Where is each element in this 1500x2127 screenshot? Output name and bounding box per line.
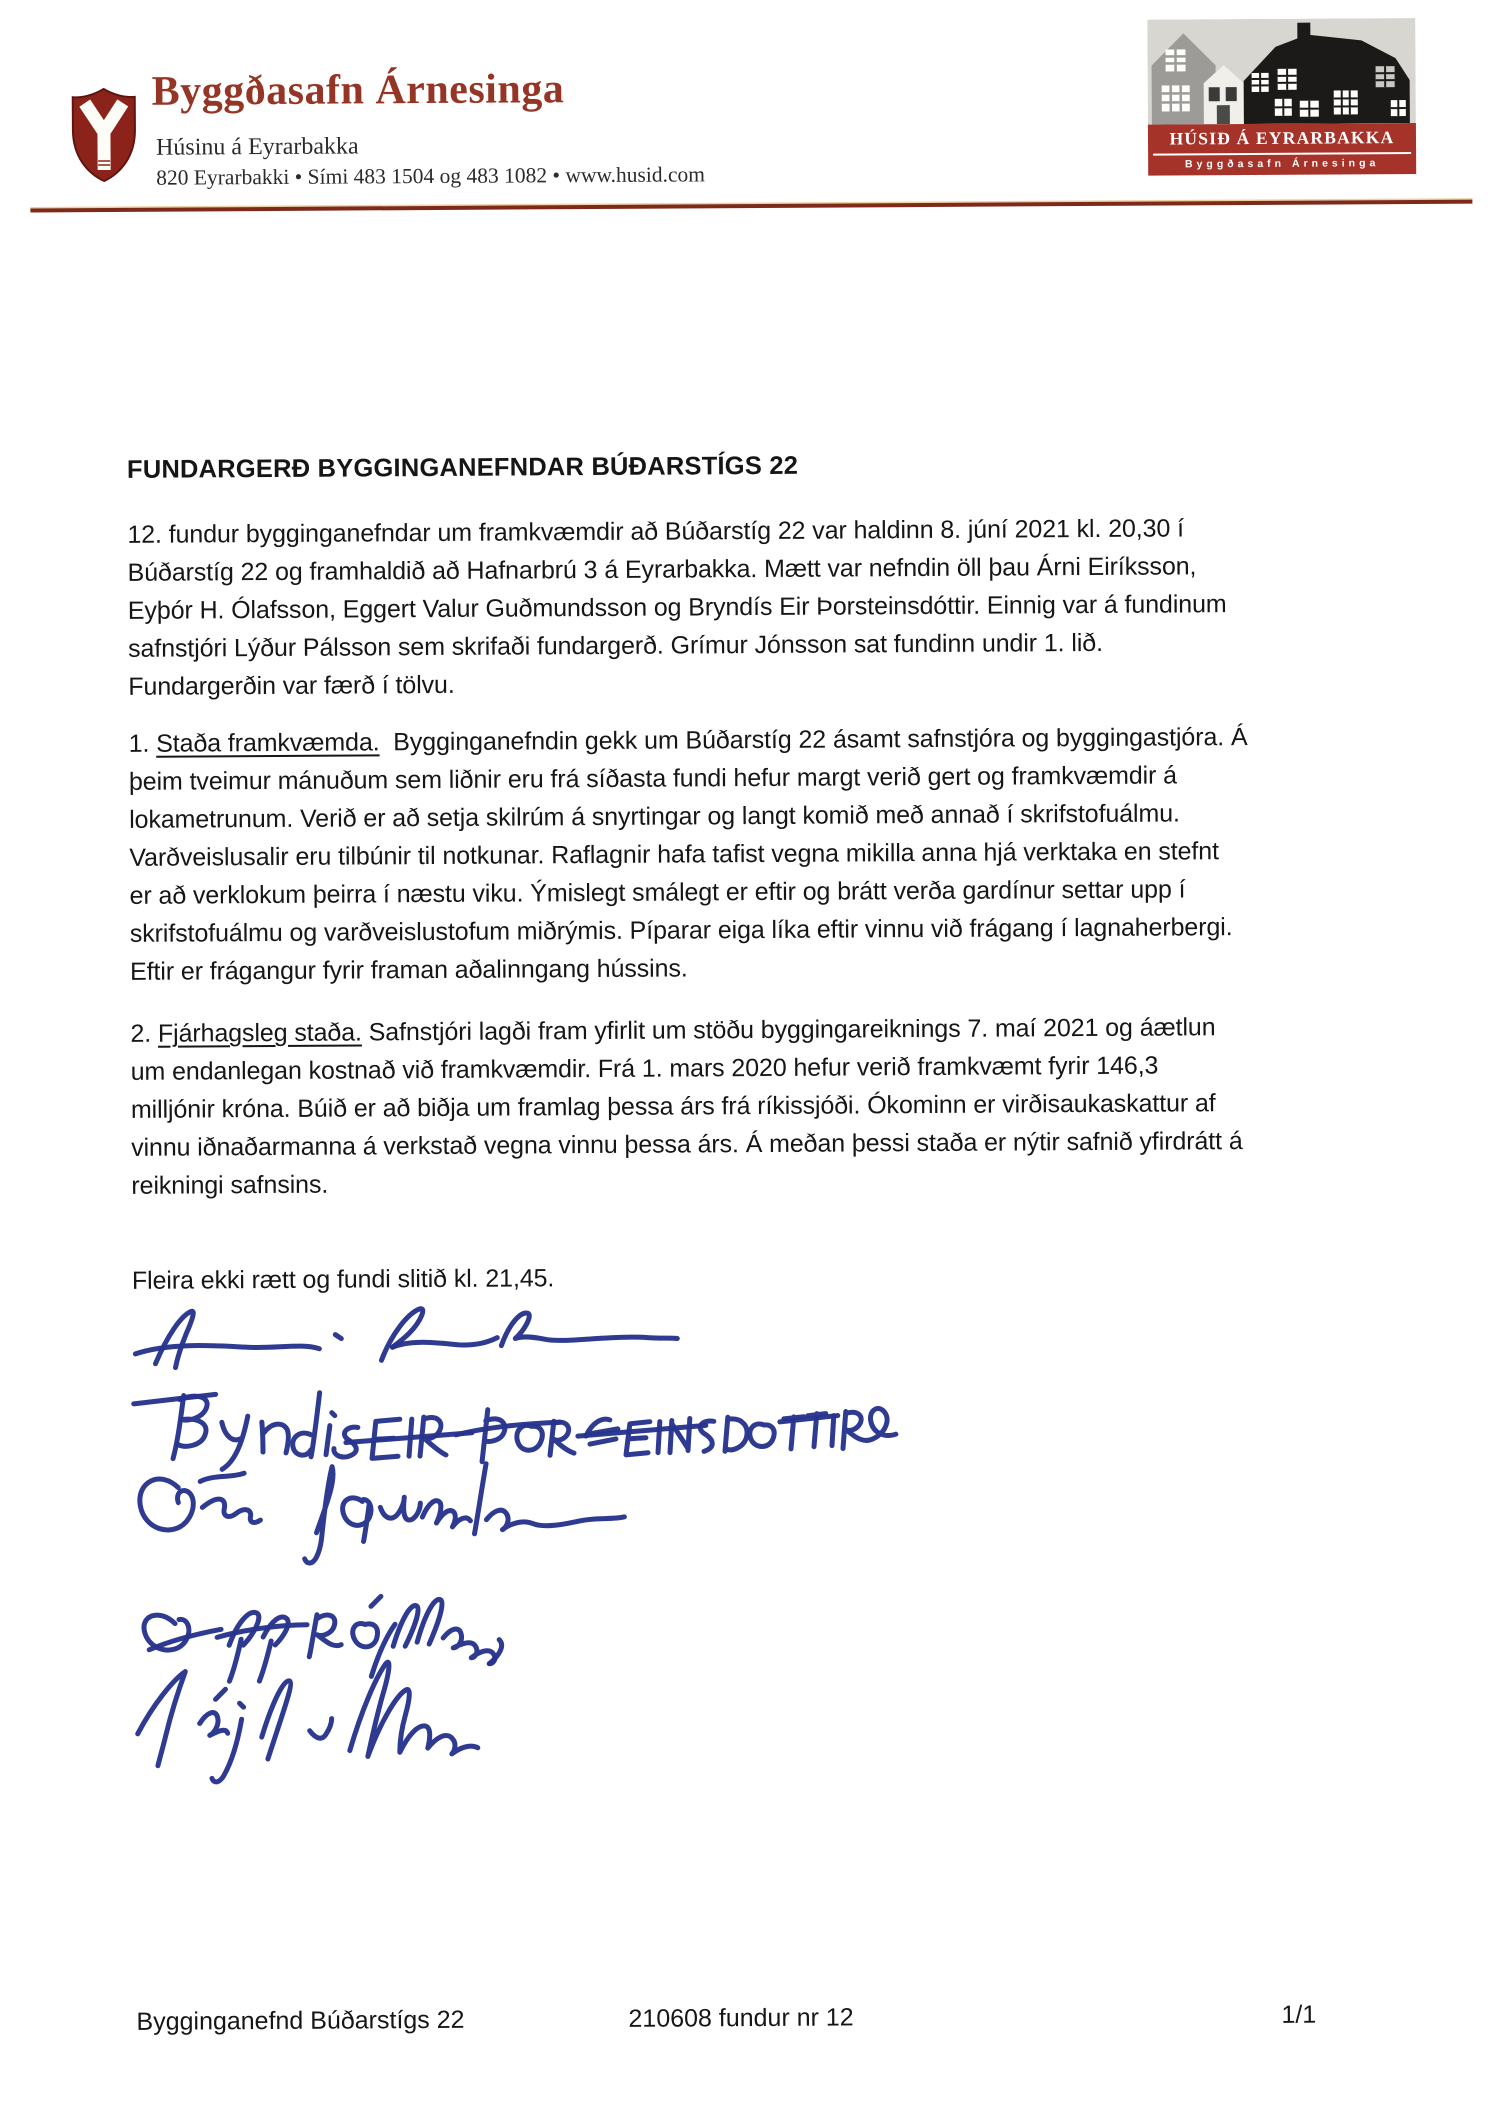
text-line: milljónir króna. Búið er að biðja um framlag þessa árs frá ríkissjóði. Ókominn er virðisaukaskattur af — [130, 1089, 1216, 1124]
footer-page-number: 1/1 — [1281, 2000, 1317, 2029]
organization-name: Byggðasafn Árnesinga — [151, 66, 565, 115]
text-line: Varðveislusalir eru tilbúnir til notkunar. Raflagnir hafa tafist vegna mikilla anna hjá verktaka en stefnt — [129, 837, 1219, 872]
text-line: Eftir er frágangur fyrir framan aðalinngang hússins. — [129, 954, 688, 986]
section-1-lines — [129, 755, 1460, 991]
museum-shield-logo — [70, 86, 139, 184]
badge-banner — [1148, 123, 1416, 176]
header-divider — [30, 200, 1472, 213]
footer-committee-name: Bygginganefnd Búðarstígs 22 — [136, 2005, 465, 2036]
intro-paragraph — [127, 508, 1458, 706]
closing-line: Fleira ekki rætt og fundi slitið kl. 21,45. — [131, 1264, 555, 1295]
text-line: skrifstofuálmu og varðveislustofum miðrýmis. Píparar eiga líka eftir vinnu við frágang í lagnaherbergi. — [129, 913, 1233, 948]
document-title: FUNDARGERÐ BYGGINGANEFNDAR BÚÐARSTÍGS 22 — [126, 451, 799, 484]
text-line: Eyþór H. Ólafsson, Eggert Valur Guðmundsson og Bryndís Eir Þorsteinsdóttir. Einnig var á fundinum — [127, 590, 1227, 625]
husid-badge — [1147, 18, 1416, 176]
signature-block — [119, 1291, 912, 1796]
section-1-heading: Staða framkvæmda. — [156, 728, 380, 758]
section-2-heading: Fjárhagsleg staða. — [157, 1018, 362, 1048]
signature-lydur-palsson — [137, 1624, 478, 1783]
text-line: Búðarstíg 22 og framhaldið að Hafnarbrú 3 á Eyrarbakka. Mætt var nefndin öll þau Árni Eiríksson, — [127, 552, 1197, 587]
section-2-paragraph — [130, 1007, 1461, 1205]
section-2-lines — [131, 1045, 1462, 1205]
houses-illustration — [1147, 18, 1416, 125]
signature-eythor-olafsson — [144, 1596, 502, 1682]
text-line: 12. fundur bygginganefndar um framkvæmdir að Búðarstíg 22 var haldinn 8. júní 2021 kl. 20,30 í — [127, 514, 1184, 549]
badge-subtitle: Byggðasafn Árnesinga — [1184, 157, 1380, 171]
letterhead — [0, 0, 1499, 190]
text-line: safnstjóri Lýður Pálsson sem skrifaði fundargerð. Grímur Jónsson sat fundinn undir 1. lið. — [128, 628, 1103, 663]
footer-meeting-reference: 210608 fundur nr 12 — [628, 2003, 854, 2033]
organization-address: 820 Eyrarbakki • Sími 483 1504 og 483 1082 • www.husid.com — [156, 162, 706, 190]
section-2-number: 2. — [130, 1019, 159, 1048]
signature-arni-eiriksson — [135, 1307, 677, 1368]
text-line: lokametrunum. Verið er að setja skilrúm á snyrtingar og langt komið með annað í skrifstofuálmu. — [129, 799, 1180, 834]
section-1-lead-text: Bygginganefndin gekk um Búðarstíg 22 ásamt safnstjóra og byggingastjóra. Á — [379, 723, 1248, 757]
text-line: vinnu iðnaðarmanna á verkstað vegna vinnu þessa árs. Á meðan þessi staða er nýtir safnið yfirdrátt á — [131, 1127, 1243, 1162]
text-line: er að verklokum þeirra í næstu viku. Ýmislegt smálegt er eftir og brátt verða gardínur settar upp í — [129, 875, 1186, 910]
section-2-lead-text: Safnstjóri lagði fram yfirlit um stöðu byggingareiknings 7. maí 2021 og áætlun — [361, 1013, 1216, 1047]
organization-subtitle: Húsinu á Eyrarbakka — [155, 133, 359, 161]
signature-eggert-valur-gudmundsson — [140, 1463, 625, 1564]
text-line: um endanlegan kostnað við framkvæmdir. Frá 1. mars 2020 hefur verið framkvæmt fyrir 146,3 — [130, 1051, 1159, 1086]
section-1-paragraph — [129, 717, 1461, 991]
badge-title: HÚSIÐ Á EYRARBAKKA — [1169, 127, 1395, 149]
text-line: Fundargerðin var færð í tölvu. — [128, 670, 455, 701]
text-line: reikningi safnsins. — [131, 1170, 329, 1200]
signature-bryndis-eir-thorsteinsdottir — [134, 1389, 896, 1470]
text-line: þeim tveimur mánuðum sem liðnir eru frá síðasta fundi hefur margt verið gert og framkvæmdir á — [128, 761, 1178, 796]
document-body — [127, 443, 1462, 1300]
section-1-number: 1. — [128, 729, 157, 758]
